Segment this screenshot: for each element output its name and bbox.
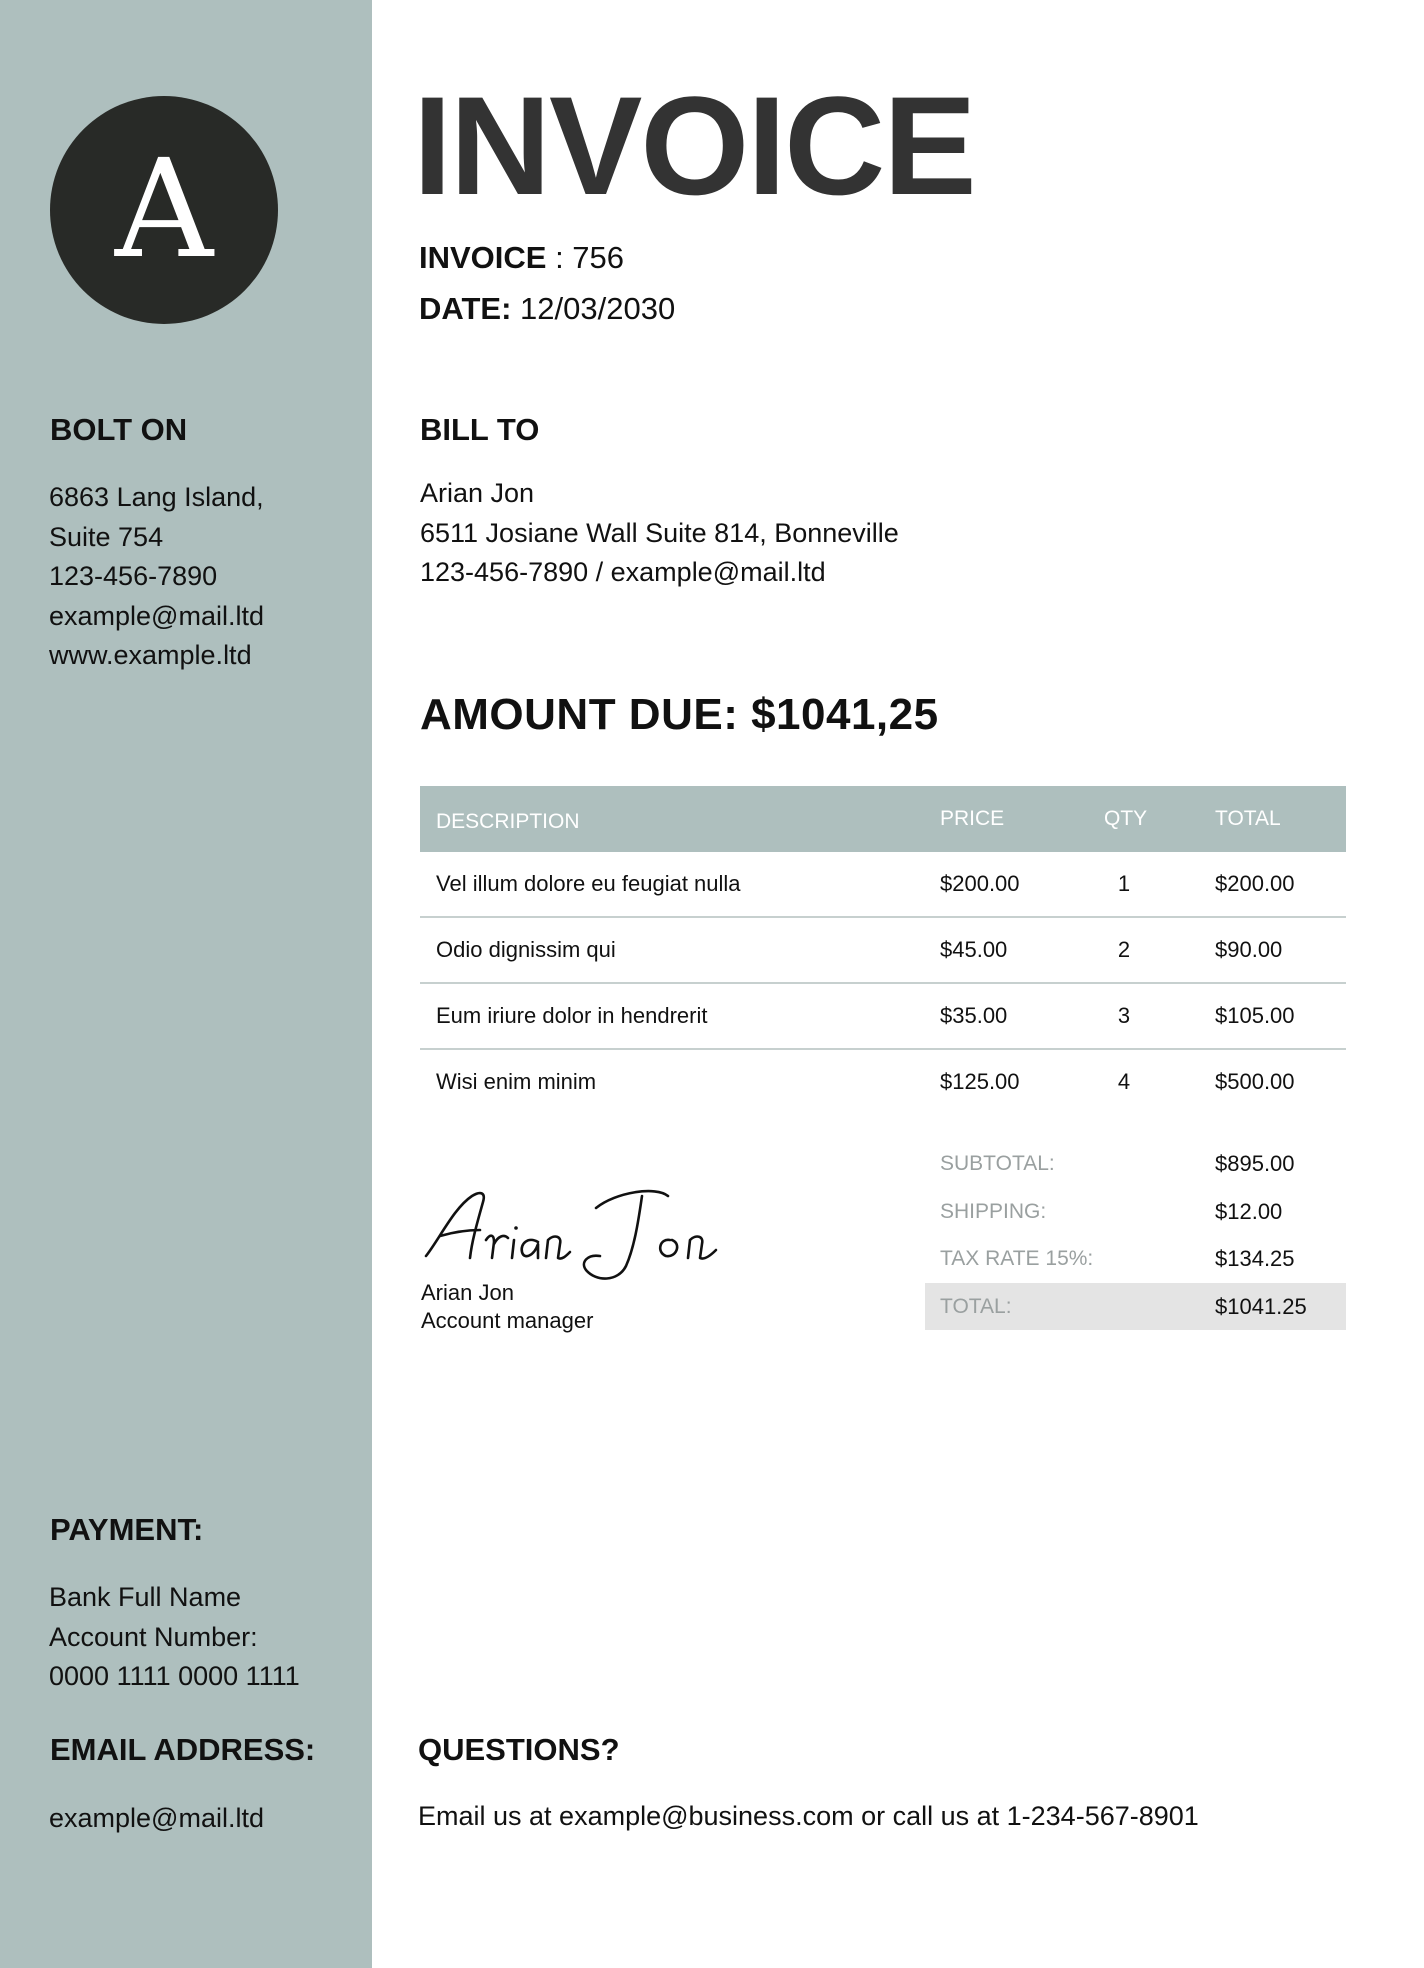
tax-value: $134.25 <box>1215 1246 1295 1271</box>
column-header-price: PRICE <box>940 807 1005 830</box>
totals-summary <box>925 1140 1346 1330</box>
questions-text: Email us at example@business.com or call us at 1-234-567-8901 <box>418 1801 1199 1831</box>
subtotal-value: $895.00 <box>1215 1151 1295 1176</box>
item-total: $200.00 <box>1215 871 1295 896</box>
item-qty: 4 <box>1117 1069 1131 1094</box>
item-total: $105.00 <box>1215 1003 1295 1028</box>
payment-details <box>49 1578 300 1697</box>
subtotal-label: SUBTOTAL: <box>940 1152 1055 1175</box>
invoice-title: INVOICE <box>413 67 975 224</box>
shipping-value: $12.00 <box>1215 1198 1283 1224</box>
email-link[interactable]: example@mail.ltd <box>49 1803 264 1833</box>
item-total: $90.00 <box>1215 937 1283 962</box>
table-row <box>420 984 1346 1050</box>
item-description: Odio dignissim qui <box>436 937 616 962</box>
invoice-date-label: DATE: <box>419 291 512 326</box>
bill-to-details <box>420 474 899 593</box>
column-header-qty: QTY <box>1104 807 1148 830</box>
invoice-date <box>419 291 675 327</box>
account-number-label: Account Number: <box>49 1621 258 1652</box>
item-price: $45.00 <box>940 937 1008 962</box>
table-row <box>420 852 1346 918</box>
website-link[interactable]: www.example.ltd <box>49 640 252 670</box>
email-block <box>49 1799 264 1839</box>
table-row <box>420 918 1346 984</box>
address-line: 6863 Lang Island, <box>49 482 264 512</box>
questions-heading: QUESTIONS? <box>418 1732 620 1767</box>
tax-row <box>925 1235 1346 1283</box>
logo-letter: A <box>114 131 214 289</box>
tax-label: TAX RATE 15%: <box>940 1247 1094 1270</box>
invoice-number-label: INVOICE <box>419 240 547 275</box>
grand-total-value: $1041.25 <box>1215 1293 1307 1319</box>
item-qty: 1 <box>1117 871 1131 896</box>
table-row <box>420 1050 1346 1114</box>
email-link[interactable]: example@mail.ltd <box>49 600 264 631</box>
item-qty: 2 <box>1117 937 1131 962</box>
grand-total-label: TOTAL: <box>940 1294 1012 1318</box>
amount-due: AMOUNT DUE: $1041,25 <box>420 690 939 739</box>
item-price: $35.00 <box>940 1003 1008 1028</box>
item-description: Wisi enim minim <box>436 1069 597 1094</box>
client-name: Arian Jon <box>420 478 535 508</box>
shipping-row <box>925 1188 1346 1236</box>
column-header-description: DESCRIPTION <box>436 810 580 833</box>
item-price: $125.00 <box>940 1069 1020 1094</box>
invoice-number-value: : 756 <box>546 240 625 275</box>
signer-role: Account manager <box>421 1308 594 1333</box>
signature-image <box>420 1178 750 1290</box>
company-address <box>49 478 264 676</box>
grand-total-row <box>925 1283 1346 1331</box>
invoice-number <box>419 240 624 276</box>
bill-to-heading: BILL TO <box>420 412 540 447</box>
item-description: Eum iriure dolor in hendrerit <box>436 1003 708 1028</box>
item-description: Vel illum dolore eu feugiat nulla <box>436 871 741 896</box>
invoice-date-value: 12/03/2030 <box>511 291 676 326</box>
payment-heading: PAYMENT: <box>50 1512 204 1547</box>
phone-text: 123-456-7890 <box>49 561 218 591</box>
items-table <box>420 786 1346 1114</box>
item-price: $200.00 <box>940 871 1020 896</box>
signer-name: Arian Jon <box>421 1280 514 1305</box>
client-address: 6511 Josiane Wall Suite 814, Bonneville <box>420 517 899 548</box>
account-number: 0000 1111 0000 1111 <box>49 1661 300 1691</box>
email-heading: EMAIL ADDRESS: <box>50 1732 316 1767</box>
item-qty: 3 <box>1117 1003 1131 1028</box>
client-contact: 123-456-7890 / example@mail.ltd <box>420 557 826 587</box>
company-logo <box>50 96 278 324</box>
item-total: $500.00 <box>1215 1069 1295 1094</box>
table-header <box>420 786 1346 852</box>
subtotal-row <box>925 1140 1346 1188</box>
address-line: Suite 754 <box>49 521 164 552</box>
shipping-label: SHIPPING: <box>940 1199 1047 1223</box>
bank-name: Bank Full Name <box>49 1582 242 1612</box>
company-name: BOLT ON <box>50 412 188 447</box>
column-header-total: TOTAL <box>1215 807 1281 830</box>
